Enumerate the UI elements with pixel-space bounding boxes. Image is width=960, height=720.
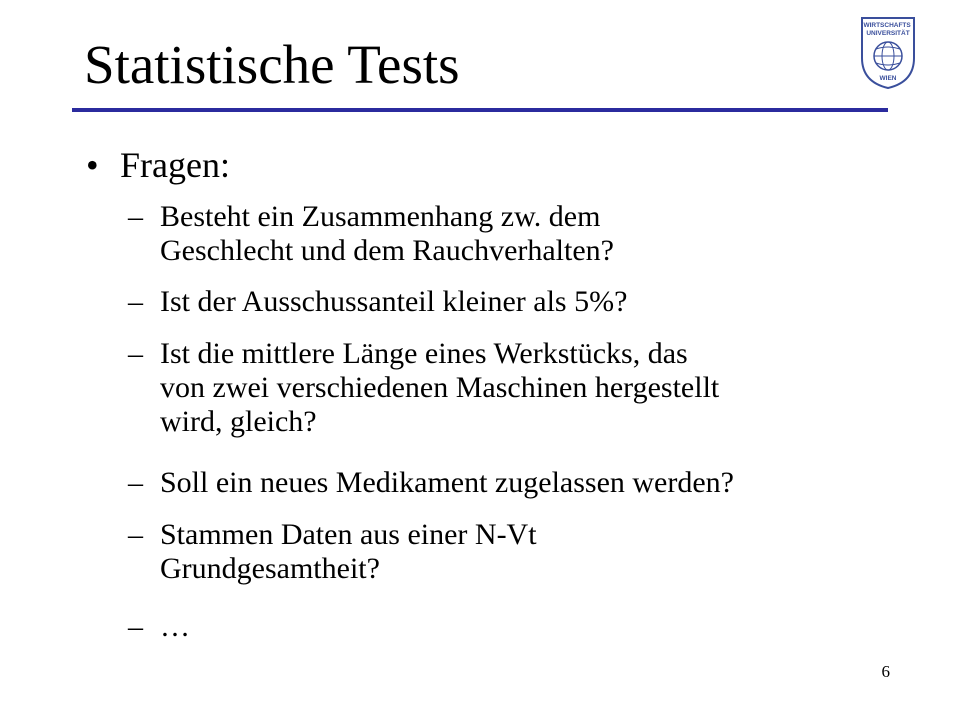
dash-symbol: – [128,337,143,370]
list-item-line: Soll ein neues Medikament zugelassen werden? [160,466,734,499]
list-item [128,200,614,268]
dash-symbol: – [128,200,143,233]
list-item [128,518,537,586]
bullet-fragen [86,143,230,187]
list-item-line: Ist die mittlere Länge eines Werkstücks, das [160,337,688,370]
logo-text-top [863,22,912,37]
university-seal-icon [856,14,920,90]
list-item-line: Stammen Daten aus einer N-Vt [160,518,537,551]
list-item-line: Geschlecht und dem Rauchverhalten? [160,234,614,267]
list-item [128,285,627,319]
list-item-line: wird, gleich? [160,405,317,438]
list-item-line: Ist der Ausschussanteil kleiner als 5%? [160,285,628,318]
slide-title: Statistische Tests [84,34,460,95]
list-item-line: von zwei verschiedenen Maschinen hergestellt [160,371,720,404]
list-item-line: Grundgesamtheit? [160,552,380,585]
list-item [128,610,190,644]
dash-symbol: – [128,518,143,551]
title-underline [72,108,888,112]
logo-text-bottom: WIEN [879,75,897,82]
logo-text-top-line-1: WIRTSCHAFTS [863,22,911,29]
dash-symbol: – [128,285,143,318]
bullet-label: Fragen: [120,145,230,185]
page-number: 6 [881,662,890,681]
list-item-line: … [160,610,190,643]
list-item-line: Besteht ein Zusammenhang zw. dem [160,200,601,233]
bullet-symbol: • [86,145,99,185]
dash-symbol: – [128,466,143,499]
dash-symbol: – [128,610,143,643]
logo-text-top-line-2: UNIVERSITÄT [866,30,910,37]
list-item [128,337,719,439]
list-item [128,466,734,500]
